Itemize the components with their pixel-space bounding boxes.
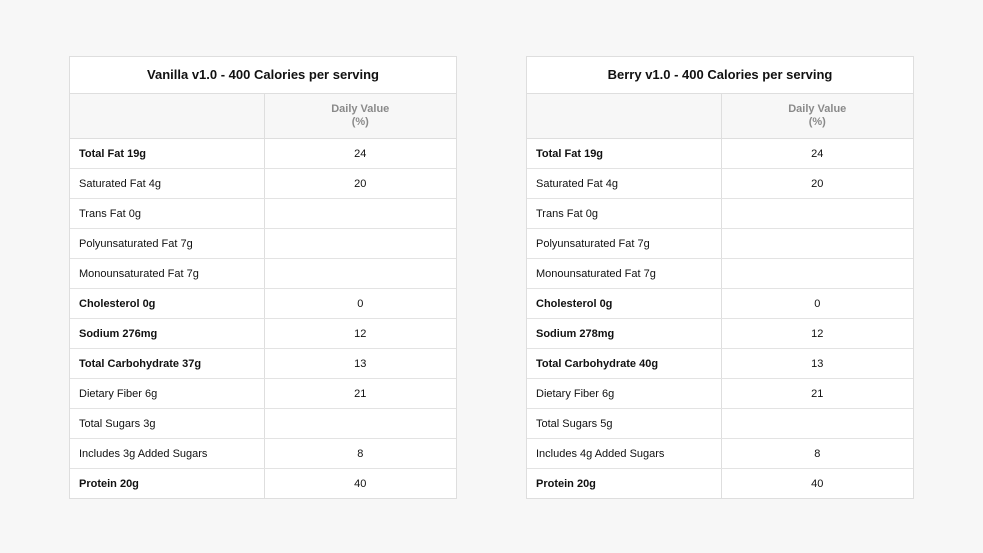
table-row bbox=[527, 289, 913, 319]
nutrient-label: Includes 3g Added Sugars bbox=[70, 439, 264, 469]
panel-title: Vanilla v1.0 - 400 Calories per serving bbox=[70, 57, 456, 94]
daily-value-cell bbox=[264, 409, 456, 439]
daily-value-cell bbox=[721, 259, 913, 289]
nutrient-label: Monounsaturated Fat 7g bbox=[527, 259, 721, 289]
nutrient-label: Protein 20g bbox=[527, 469, 721, 499]
nutrient-label: Polyunsaturated Fat 7g bbox=[70, 229, 264, 259]
daily-value-header-label: Daily Value bbox=[331, 103, 390, 115]
daily-value-cell: 12 bbox=[721, 319, 913, 349]
table-row bbox=[70, 319, 456, 349]
daily-value-header-label: Daily Value bbox=[788, 103, 847, 115]
daily-value-cell: 8 bbox=[264, 439, 456, 469]
table-row bbox=[70, 289, 456, 319]
daily-value-header-unit: (%) bbox=[351, 116, 369, 128]
nutrient-label: Monounsaturated Fat 7g bbox=[70, 259, 264, 289]
daily-value-cell bbox=[721, 409, 913, 439]
nutrient-label: Saturated Fat 4g bbox=[527, 169, 721, 199]
table-row bbox=[527, 379, 913, 409]
nutrient-label: Trans Fat 0g bbox=[527, 199, 721, 229]
nutrition-rows bbox=[70, 139, 456, 499]
nutrient-label: Dietary Fiber 6g bbox=[70, 379, 264, 409]
nutrient-label: Total Sugars 5g bbox=[527, 409, 721, 439]
table-row bbox=[70, 379, 456, 409]
table-row bbox=[70, 229, 456, 259]
daily-value-cell bbox=[721, 229, 913, 259]
table-row bbox=[527, 409, 913, 439]
daily-value-cell: 21 bbox=[721, 379, 913, 409]
nutrition-panel-berry bbox=[526, 56, 914, 499]
daily-value-cell: 21 bbox=[264, 379, 456, 409]
daily-value-cell: 12 bbox=[264, 319, 456, 349]
daily-value-cell: 40 bbox=[811, 477, 824, 490]
nutrient-label: Sodium 278mg bbox=[527, 319, 721, 349]
nutrient-label: Trans Fat 0g bbox=[70, 199, 264, 229]
daily-value-cell bbox=[264, 259, 456, 289]
table-row bbox=[70, 169, 456, 199]
table-row bbox=[527, 199, 913, 229]
nutrient-label: Includes 4g Added Sugars bbox=[527, 439, 721, 469]
table-row bbox=[527, 319, 913, 349]
daily-value-cell: 13 bbox=[721, 349, 913, 379]
daily-value-cell: 24 bbox=[721, 139, 913, 169]
nutrition-rows bbox=[527, 139, 913, 499]
nutrient-label: Total Fat 19g bbox=[527, 139, 721, 169]
nutrition-table bbox=[527, 94, 913, 498]
table-header-row bbox=[527, 94, 913, 139]
daily-value-cell: 40 bbox=[354, 477, 367, 490]
nutrient-label: Total Sugars 3g bbox=[70, 409, 264, 439]
nutrient-label: Total Carbohydrate 37g bbox=[70, 349, 264, 379]
daily-value-cell: 13 bbox=[264, 349, 456, 379]
table-row bbox=[70, 139, 456, 169]
nutrient-label: Protein 20g bbox=[70, 469, 264, 499]
nutrient-column-header bbox=[70, 94, 264, 139]
daily-value-column-header bbox=[721, 94, 913, 139]
daily-value-cell bbox=[264, 229, 456, 259]
table-row bbox=[527, 229, 913, 259]
table-row bbox=[70, 259, 456, 289]
table-row bbox=[70, 469, 456, 499]
nutrient-column-header bbox=[527, 94, 721, 139]
daily-value-cell: 8 bbox=[721, 439, 913, 469]
daily-value-cell: 0 bbox=[264, 289, 456, 319]
table-row bbox=[527, 169, 913, 199]
panel-title: Berry v1.0 - 400 Calories per serving bbox=[527, 57, 913, 94]
daily-value-column-header bbox=[264, 94, 456, 139]
table-header-row bbox=[70, 94, 456, 139]
nutrition-table bbox=[70, 94, 456, 498]
daily-value-cell: 20 bbox=[721, 169, 913, 199]
nutrient-label: Dietary Fiber 6g bbox=[527, 379, 721, 409]
nutrient-label: Saturated Fat 4g bbox=[70, 169, 264, 199]
nutrient-label: Total Carbohydrate 40g bbox=[527, 349, 721, 379]
nutrient-label: Sodium 276mg bbox=[70, 319, 264, 349]
table-row bbox=[70, 439, 456, 469]
table-row bbox=[70, 349, 456, 379]
daily-value-header-unit: (%) bbox=[808, 116, 826, 128]
daily-value-cell bbox=[264, 199, 456, 229]
table-row bbox=[527, 139, 913, 169]
nutrient-label: Cholesterol 0g bbox=[70, 289, 264, 319]
daily-value-cell: 20 bbox=[264, 169, 456, 199]
nutrition-panel-vanilla bbox=[69, 56, 457, 499]
daily-value-cell: 24 bbox=[264, 139, 456, 169]
daily-value-cell bbox=[721, 199, 913, 229]
daily-value-cell: 0 bbox=[721, 289, 913, 319]
table-row bbox=[70, 199, 456, 229]
table-row bbox=[70, 409, 456, 439]
nutrient-label: Cholesterol 0g bbox=[527, 289, 721, 319]
table-row bbox=[527, 439, 913, 469]
table-row bbox=[527, 349, 913, 379]
nutrient-label: Polyunsaturated Fat 7g bbox=[527, 229, 721, 259]
nutrient-label: Total Fat 19g bbox=[70, 139, 264, 169]
table-row bbox=[527, 469, 913, 499]
table-row bbox=[527, 259, 913, 289]
